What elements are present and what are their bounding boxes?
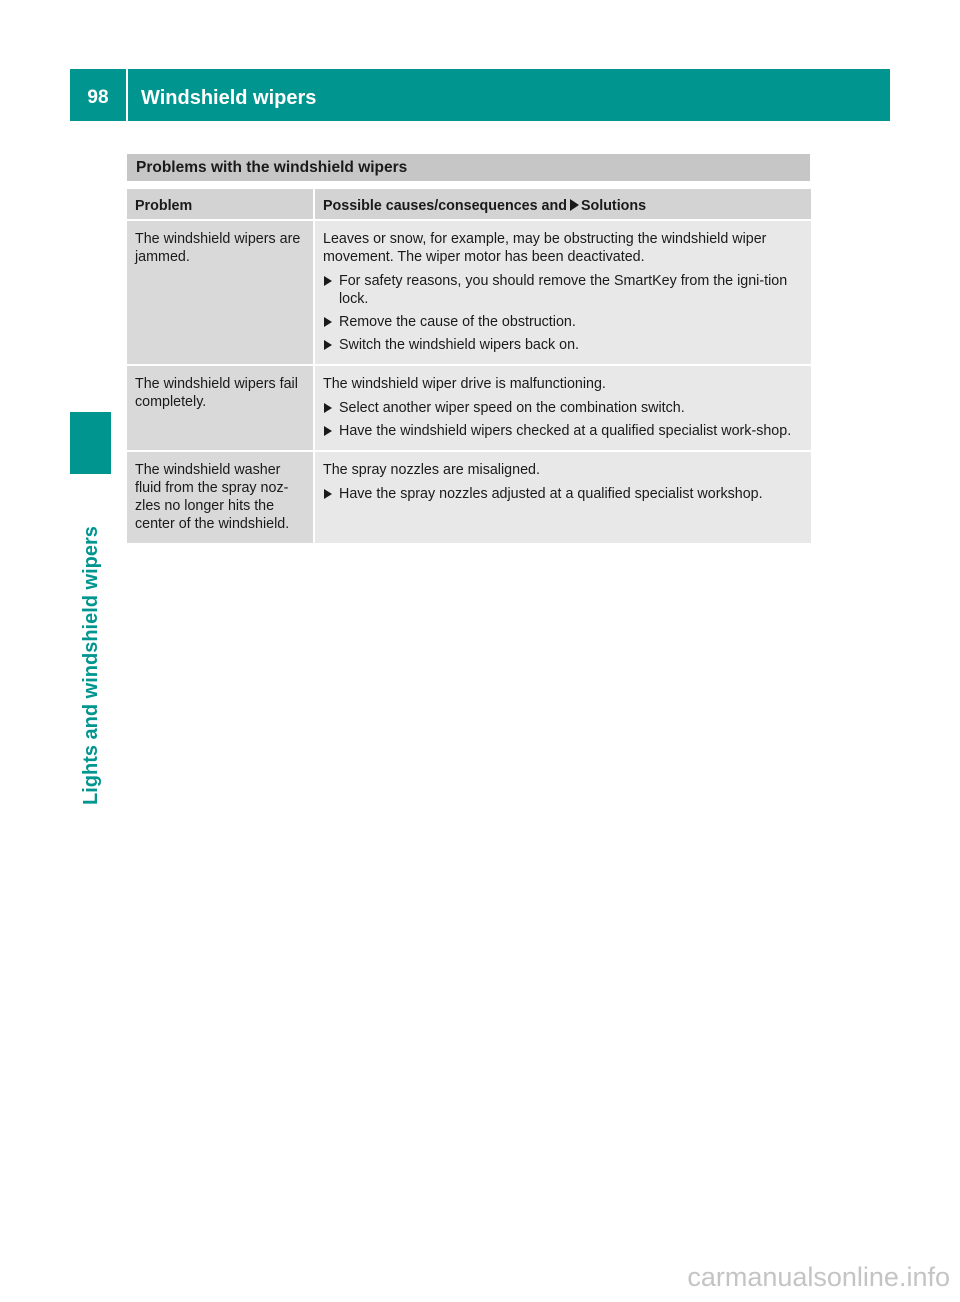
arrow-right-icon xyxy=(324,426,332,436)
solution-step xyxy=(323,336,803,354)
arrow-right-icon xyxy=(570,199,579,211)
chapter-title: Windshield wipers xyxy=(141,86,317,109)
solution-cell xyxy=(314,365,811,451)
problem-cell: The windshield wipers fail completely. xyxy=(127,365,314,451)
problems-table xyxy=(127,189,811,545)
solution-step-text: For safety reasons, you should remove the SmartKey from the igni-tion lock. xyxy=(339,273,788,307)
column-header-solutions xyxy=(314,189,811,220)
watermark: carmanualsonline.info xyxy=(687,1262,950,1292)
solution-step-text: Have the windshield wipers checked at a qualified specialist work-shop. xyxy=(339,423,792,439)
page-number: 98 xyxy=(87,87,109,108)
solution-step xyxy=(323,313,803,331)
column-header-problem: Problem xyxy=(127,189,314,220)
arrow-right-icon xyxy=(324,340,332,350)
solution-step-text: Select another wiper speed on the combination switch. xyxy=(339,400,685,416)
table-header-row xyxy=(127,189,811,220)
solution-step-text: Have the spray nozzles adjusted at a qualified specialist workshop. xyxy=(339,486,763,502)
section-title: Problems with the windshield wipers xyxy=(127,154,810,181)
arrow-right-icon xyxy=(324,276,332,286)
column-header-solutions-pre: Possible causes/consequences and xyxy=(323,198,567,214)
table-row xyxy=(127,365,811,451)
solution-step xyxy=(323,272,803,308)
header-divider xyxy=(126,69,128,121)
solution-step xyxy=(323,399,803,417)
solution-step xyxy=(323,422,803,440)
cause-text: Leaves or snow, for example, may be obstructing the windshield wiper movement. The wiper motor has been deactivated. xyxy=(323,231,767,265)
side-tab-marker xyxy=(70,412,111,474)
cause-text: The windshield wiper drive is malfunctioning. xyxy=(323,376,606,392)
arrow-right-icon xyxy=(324,489,332,499)
solution-step xyxy=(323,485,803,503)
arrow-right-icon xyxy=(324,317,332,327)
arrow-right-icon xyxy=(324,403,332,413)
problem-cell: The windshield washer fluid from the spray noz-zles no longer hits the center of the windshield. xyxy=(127,451,314,544)
solution-cell xyxy=(314,220,811,365)
problem-cell: The windshield wipers are jammed. xyxy=(127,220,314,365)
cause-text: The spray nozzles are misaligned. xyxy=(323,462,540,478)
table-row xyxy=(127,451,811,544)
side-section-label: Lights and windshield wipers xyxy=(80,526,102,805)
page-header xyxy=(70,69,890,121)
solution-cell xyxy=(314,451,811,544)
solution-step-text: Switch the windshield wipers back on. xyxy=(339,337,579,353)
solution-step-text: Remove the cause of the obstruction. xyxy=(339,314,576,330)
table-row xyxy=(127,220,811,365)
column-header-solutions-post: Solutions xyxy=(580,198,647,214)
